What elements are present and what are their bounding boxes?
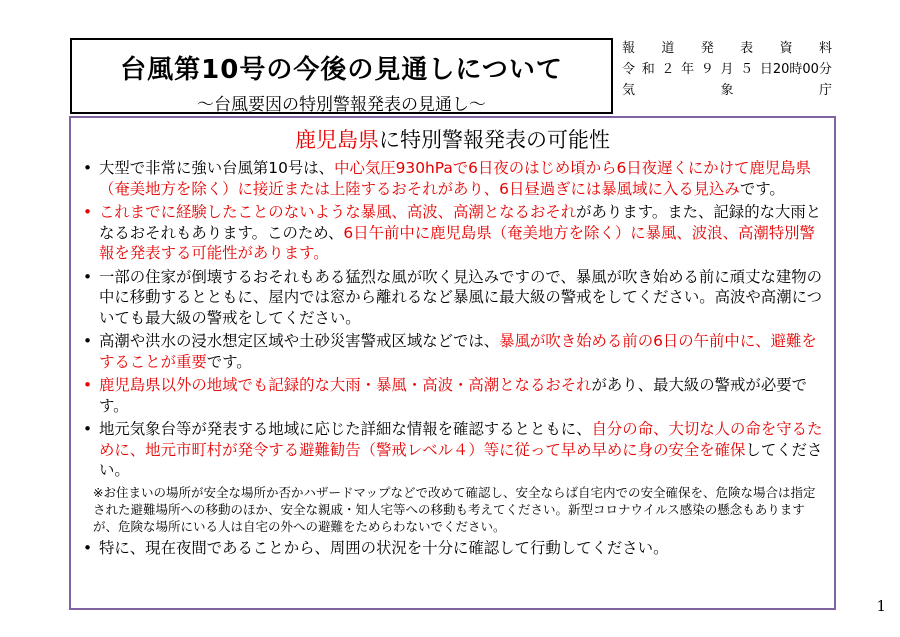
list-item-text: 鹿児島県以外の地域でも記録的な大雨・暴風・高波・高潮となるおそれ — [99, 376, 592, 394]
bullet-list — [71, 158, 834, 481]
list-item-text: 6日午前中に鹿児島県（奄美地方を除く）に暴風、波浪、高潮特別警報を発表する可能性があります。 — [99, 223, 815, 262]
press-release-date — [622, 59, 832, 80]
list-item — [81, 419, 828, 481]
list-item-text: 中心気圧930hPaで6日夜のはじめ頃から6日夜遅くにかけて鹿児島県（奄美地方を除く）に接近または上陸するおそれがあり、6日昼過ぎには暴風域に入る見込み — [99, 159, 811, 198]
content-box — [69, 116, 836, 610]
agency-char: 象 — [720, 83, 734, 98]
bullet-icon: • — [83, 420, 93, 438]
page-number: 1 — [876, 597, 886, 615]
bullet-icon: • — [83, 159, 93, 177]
list-item-text: があります。また、記録的な大雨となるおそれもあります。このため、 — [99, 203, 822, 242]
date-char: 和 — [641, 62, 655, 77]
press-char: 報 — [622, 41, 636, 56]
list-item-text: 大型で非常に強い台風第10号は、 — [99, 159, 335, 177]
section-heading — [71, 124, 834, 154]
press-release-agency — [622, 80, 832, 101]
list-item-text: これまでに経験したことのないような暴風、高波、高潮となるおそれ — [99, 203, 577, 221]
list-item-text: です。 — [206, 352, 252, 371]
date-char: ９ — [700, 62, 714, 77]
list-item-text: 一部の住家が倒壊するおそれもある猛烈な風が吹く見込みですので、暴風が吹き始める前に頑丈な建物の中に移動するとともに、屋内では窓から離れるなど暴風に最大級の警戒をしてください。高波や高潮についても最大級の警戒をしてください。 — [99, 267, 823, 327]
list-item — [81, 158, 828, 199]
bullet-icon: • — [83, 267, 93, 286]
list-item-text: 暴風が吹き始める前の6日の午前中に、避難をすることが重要 — [99, 332, 817, 371]
list-item-text: してください。 — [99, 440, 823, 479]
bullet-icon: • — [83, 332, 93, 350]
page-subtitle: ～台風要因の特別警報発表の見通し～ — [197, 95, 486, 115]
final-bullet-list — [71, 538, 834, 559]
note-text: ※お住まいの場所が安全な場所か否かハザードマップなどで改めて確認し、安全ならば自宅内での安全確保を、危険な場合は指定された避難場所への移動のほか、安全な親戚・知人宅等への移動も考えてください。新型コロナウイルス感染の懸念もありますが、危険な場所にいる人は自宅の外への避難をためらわないでください。 — [93, 484, 816, 534]
date-char: 年 — [681, 62, 695, 77]
list-item — [81, 538, 828, 559]
bullet-icon: • — [83, 376, 93, 394]
heading-text: に特別警報発表の可能性 — [379, 128, 610, 152]
date-char: ５ — [740, 62, 754, 77]
date-char: ２ — [661, 62, 675, 77]
heading-prefecture: 鹿児島県 — [295, 128, 379, 152]
list-item — [81, 202, 828, 264]
agency-char: 庁 — [818, 83, 832, 98]
press-char: 発 — [700, 41, 714, 56]
agency-char: 気 — [622, 83, 636, 98]
list-item — [81, 331, 828, 372]
list-item-text: です。 — [739, 179, 785, 198]
page-title: 台風第10号の今後の見通しについて — [120, 55, 563, 85]
list-item-text: 特に、現在夜間であることから、周囲の状況を十分に確認して行動してください。 — [99, 538, 669, 557]
list-item-text: 高潮や洪水の浸水想定区域や土砂災害警戒区域などでは、 — [99, 332, 500, 350]
press-char: 料 — [818, 41, 832, 56]
list-item — [81, 375, 828, 416]
press-char: 表 — [740, 41, 754, 56]
bullet-icon: • — [83, 203, 93, 221]
date-char: 月 — [720, 62, 734, 77]
list-item-text: 自分の命、大切な人の命を守るために、地元市町村が発令する避難勧告（警戒レベル４）等に従って早め早めに身の安全を確保 — [99, 420, 823, 459]
bullet-icon: • — [83, 538, 93, 557]
list-item-text: 地元気象台等が発表する地域に応じた詳細な情報を確認するとともに、 — [99, 420, 592, 438]
title-box — [70, 38, 613, 114]
press-release-info — [622, 38, 832, 101]
press-char: 道 — [661, 41, 675, 56]
list-item-text: があり、最大級の警戒が必要です。 — [99, 376, 807, 415]
press-char: 資 — [779, 41, 793, 56]
press-release-label — [622, 38, 832, 59]
date-char: 令 — [622, 62, 636, 77]
list-item — [81, 267, 828, 329]
date-char: 日20時00分 — [759, 62, 832, 77]
